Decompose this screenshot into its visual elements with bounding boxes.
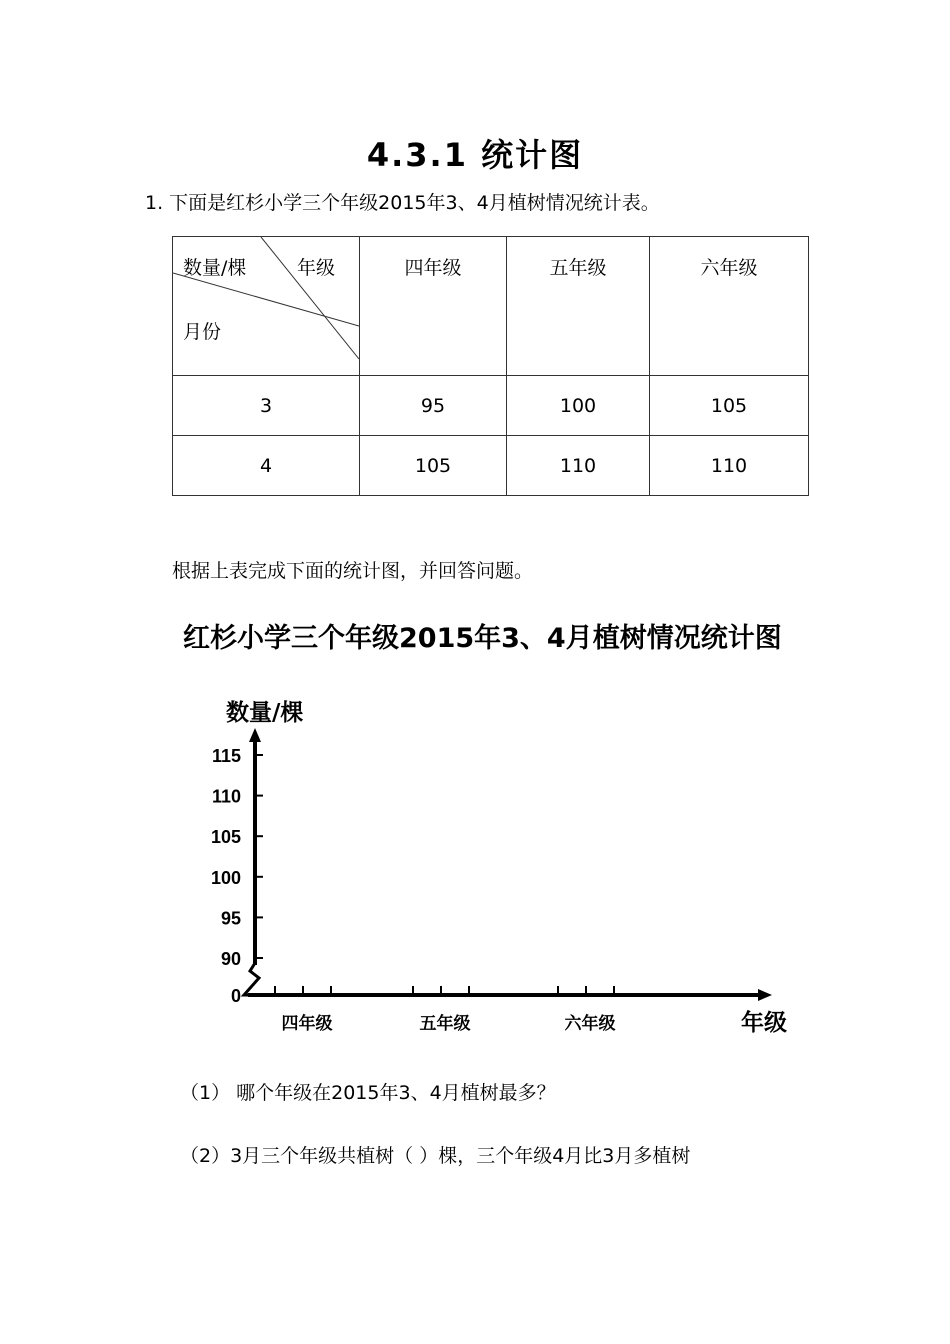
table-cell: 110 bbox=[650, 436, 809, 496]
corner-label-grade: 年级 bbox=[297, 257, 336, 279]
y-tick-label: 110 bbox=[211, 786, 241, 807]
question-1: 1. 下面是红杉小学三个年级2015年3、4月植树情况统计表。 bbox=[145, 192, 660, 214]
page-title: 4.3.1 统计图 bbox=[366, 136, 584, 174]
y-tick-label: 115 bbox=[211, 746, 241, 766]
table-cell: 105 bbox=[650, 376, 809, 436]
sub-question-1: （1） 哪个年级在2015年3、4月植树最多？ bbox=[180, 1082, 556, 1104]
y-axis-arrow-icon bbox=[249, 728, 261, 742]
table-cell: 110 bbox=[507, 436, 650, 496]
y-tick-label: 105 bbox=[210, 827, 241, 848]
y-tick-label: 0 bbox=[230, 986, 241, 1006]
x-axis-arrow-icon bbox=[758, 989, 772, 1001]
table-header-grade-4: 四年级 bbox=[360, 237, 507, 376]
table-cell-month: 4 bbox=[173, 436, 360, 496]
corner-label-month: 月份 bbox=[183, 321, 222, 343]
table-cell: 105 bbox=[360, 436, 507, 496]
x-category-label: 四年级 bbox=[281, 1014, 333, 1034]
table-cell-month: 3 bbox=[173, 376, 360, 436]
chart-title: 红杉小学三个年级2015年3、4月植树情况统计图 bbox=[183, 623, 782, 654]
corner-label-quantity: 数量/棵 bbox=[183, 257, 247, 279]
table-header-grade-6: 六年级 bbox=[650, 237, 809, 376]
instruction-text: 根据上表完成下面的统计图，并回答问题。 bbox=[172, 560, 534, 582]
y-tick-label: 90 bbox=[220, 949, 241, 969]
sub-question-2: （2）3月三个年级共植树（ ）棵，三个年级4月比3月多植树 bbox=[180, 1145, 691, 1167]
chart-x-axis-label: 年级 bbox=[741, 1010, 787, 1036]
axis-break-zigzag bbox=[244, 963, 259, 995]
y-tick-label: 95 bbox=[220, 908, 241, 929]
table-cell: 95 bbox=[360, 376, 507, 436]
x-category-label: 六年级 bbox=[564, 1014, 616, 1034]
table-header-grade-5: 五年级 bbox=[507, 237, 650, 376]
x-category-label: 五年级 bbox=[419, 1014, 471, 1034]
chart-y-axis-label: 数量/棵 bbox=[226, 700, 304, 726]
y-tick-label: 100 bbox=[210, 867, 241, 888]
table-cell: 100 bbox=[507, 376, 650, 436]
